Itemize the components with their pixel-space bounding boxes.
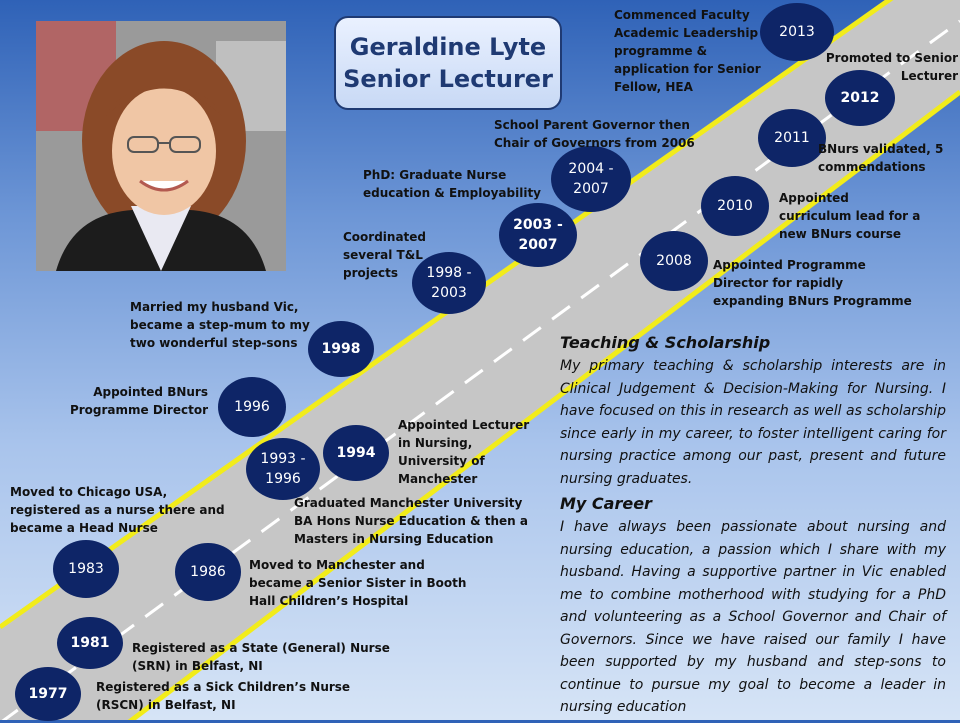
timeline-label: Appointed Lecturer in Nursing, University of Manchester	[398, 418, 530, 486]
person-name: Geraldine Lyte	[349, 33, 547, 61]
timeline-label: Appointed BNurs Programme Director	[69, 385, 208, 417]
timeline-label: Married my husband Vic, became a step-mum to my two wonderful step-sons	[130, 300, 310, 350]
timeline-node: 1983	[53, 540, 119, 598]
career-body: I have always been passionate about nursing and nursing education, a passion which I share with my husband. Having a supportive partner in Vic enabled me to combine motherhood with studying for a PhD and volunteering as a School Governor and Chair of Governors. Since we have raised our family I have been supported by my husband and step-sons to continue to pursue my goal to become a leader in nursing education	[560, 519, 946, 715]
timeline-label: BNurs validated, 5 commendations	[818, 142, 944, 174]
profile-photo	[36, 21, 286, 271]
timeline-node: 1977	[15, 667, 81, 721]
timeline-node: 1998	[308, 321, 374, 377]
timeline-node: 2010	[701, 176, 769, 236]
text-panel	[560, 333, 946, 723]
timeline-node: 2004 - 2007	[551, 146, 631, 212]
person-role: Senior Lecturer	[343, 65, 553, 93]
timeline-node: 2011	[758, 109, 826, 167]
timeline-label: Appointed curriculum lead for a new BNurs course	[779, 191, 921, 241]
timeline-node: 1994	[323, 425, 389, 481]
timeline-label: Moved to Chicago USA, registered as a nurse there and became a Head Nurse	[10, 485, 225, 535]
career-heading: My Career	[560, 494, 652, 513]
title-box	[334, 16, 562, 110]
timeline-label: Coordinated several T&L projects	[343, 230, 427, 280]
timeline-label: PhD: Graduate Nurse education & Employability	[363, 168, 541, 200]
timeline-label: Promoted to Senior Lecturer	[825, 51, 958, 83]
timeline-node: 1981	[57, 617, 123, 669]
teaching-body: My primary teaching & scholarship interests are in Clinical Judgement & Decision-Making for Nursing. I have focused on this in research as well as scholarship since early in my career, to foster intelligent caring for nursing practice among our past, present and future nursing graduates.	[560, 358, 946, 487]
timeline-node: 2008	[640, 231, 708, 291]
timeline-label: School Parent Governor then Chair of Governors from 2006	[494, 118, 695, 150]
timeline-label: Appointed Programme Director for rapidly expanding BNurs Programme	[713, 258, 912, 308]
timeline-node: 2012	[825, 70, 895, 126]
timeline-node: 1998 - 2003	[412, 252, 486, 314]
timeline-label: Moved to Manchester and became a Senior Sister in Booth Hall Children’s Hospital	[249, 558, 467, 608]
timeline-node: 2003 - 2007	[499, 203, 577, 267]
timeline-node: 2013	[760, 3, 834, 61]
teaching-heading: Teaching & Scholarship	[560, 333, 771, 352]
timeline-node: 1993 - 1996	[246, 438, 320, 500]
timeline-label: Registered as a Sick Children’s Nurse (RSCN) in Belfast, NI	[96, 680, 351, 712]
timeline-label: Graduated Manchester University BA Hons Nurse Education & then a Masters in Nursing Education	[294, 496, 528, 546]
timeline-node: 1986	[175, 543, 241, 601]
timeline-label: Commenced Faculty Academic Leadership programme & application for Senior Fellow, HEA	[614, 8, 761, 94]
timeline-label: Registered as a State (General) Nurse (SRN) in Belfast, NI	[132, 641, 390, 673]
timeline-node: 1996	[218, 377, 286, 437]
